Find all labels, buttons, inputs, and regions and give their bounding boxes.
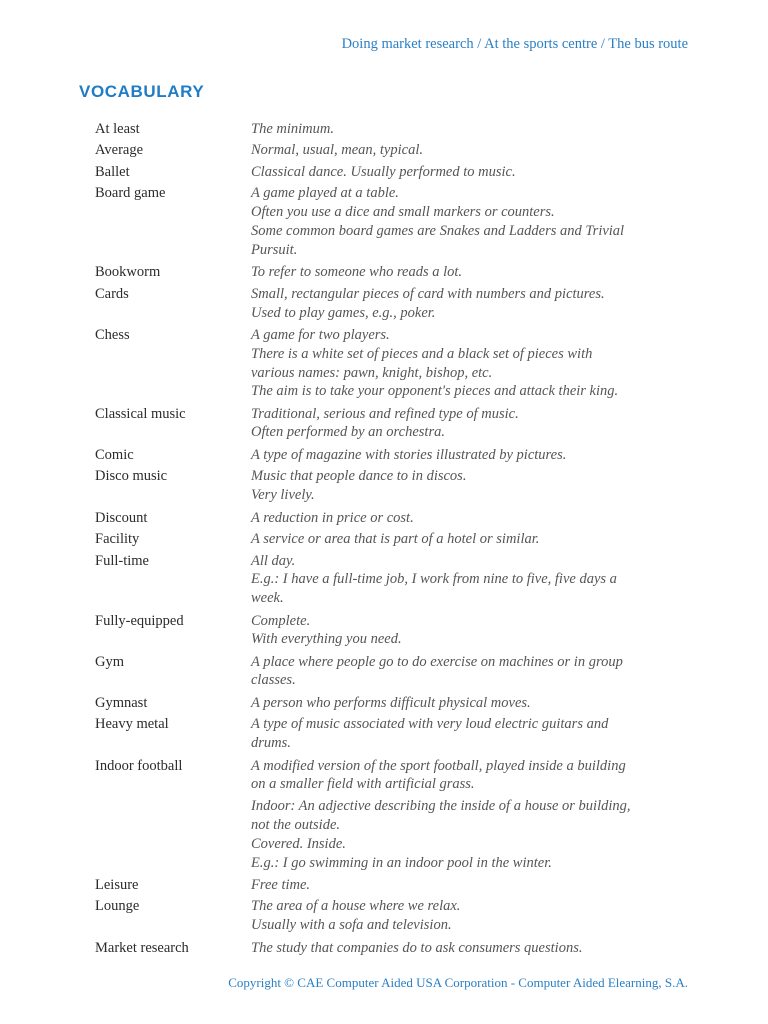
definition-line: The area of a house where we relax. bbox=[251, 898, 461, 915]
definition-line: Music that people dance to in discos. bbox=[251, 468, 467, 485]
definition-note bbox=[251, 797, 695, 872]
vocab-definition bbox=[251, 263, 695, 282]
definition-line: E.g.: I have a full-time job, I work from nine to five, five days a bbox=[251, 571, 617, 588]
vocab-entry bbox=[95, 326, 695, 401]
definition-line: The aim is to take your opponent's pieces and attack their king. bbox=[251, 383, 619, 400]
vocab-entry bbox=[95, 876, 695, 895]
vocab-definition bbox=[251, 876, 695, 895]
definition-line: Traditional, serious and refined type of music. bbox=[251, 405, 519, 422]
definition-line: Complete. bbox=[251, 612, 311, 629]
footer-copyright: Copyright © CAE Computer Aided USA Corporation - Computer Aided Elearning, S.A. bbox=[228, 975, 688, 990]
definition-line: A person who performs difficult physical moves. bbox=[251, 694, 531, 711]
vocab-entry bbox=[95, 552, 695, 608]
definition-note-line: not the outside. bbox=[251, 816, 341, 833]
vocab-term: Classical music bbox=[95, 405, 186, 422]
definition-line: A game played at a table. bbox=[251, 185, 399, 202]
page-header-breadcrumb: Doing market research / At the sports centre / The bus route bbox=[341, 36, 688, 52]
vocab-definition bbox=[251, 509, 695, 528]
vocab-entry bbox=[95, 509, 695, 528]
vocab-entry bbox=[95, 405, 695, 443]
definition-note-line: E.g.: I go swimming in an indoor pool in the winter. bbox=[251, 854, 552, 871]
definition-line: The study that companies do to ask consumers questions. bbox=[251, 939, 583, 956]
vocab-definition bbox=[251, 530, 695, 549]
vocab-term: Leisure bbox=[95, 876, 139, 893]
vocab-term: Fully-equipped bbox=[95, 612, 184, 629]
vocab-term: Discount bbox=[95, 509, 148, 526]
vocab-term: Chess bbox=[95, 326, 130, 343]
definition-line: Small, rectangular pieces of card with numbers and pictures. bbox=[251, 285, 605, 302]
vocab-term: Comic bbox=[95, 446, 134, 463]
definition-line: The minimum. bbox=[251, 121, 334, 137]
vocab-definition bbox=[251, 163, 695, 182]
vocab-term: Market research bbox=[95, 939, 189, 956]
vocab-term: Ballet bbox=[95, 163, 130, 180]
definition-line: A place where people go to do exercise on machines or in group bbox=[251, 653, 623, 670]
definition-line: Used to play games, e.g., poker. bbox=[251, 304, 436, 321]
vocab-definition bbox=[251, 757, 695, 873]
definition-line: A reduction in price or cost. bbox=[251, 509, 414, 526]
definition-line: With everything you need. bbox=[251, 631, 402, 648]
vocab-term: Facility bbox=[95, 531, 140, 548]
definition-line: There is a white set of pieces and a black set of pieces with bbox=[251, 345, 593, 362]
vocab-entry bbox=[95, 694, 695, 713]
definition-line: classes. bbox=[251, 672, 296, 689]
vocab-term: At least bbox=[95, 121, 140, 137]
vocab-entry bbox=[95, 939, 695, 958]
vocab-entry bbox=[95, 715, 695, 753]
definition-note-line: Covered. Inside. bbox=[251, 835, 346, 852]
vocab-term: Full-time bbox=[95, 552, 149, 569]
definition-line: Normal, usual, mean, typical. bbox=[251, 142, 423, 159]
definition-line: Some common board games are Snakes and Ladders and Trivial bbox=[251, 223, 625, 240]
vocab-entry bbox=[95, 263, 695, 282]
vocab-entry bbox=[95, 653, 695, 691]
vocab-definition bbox=[251, 446, 695, 465]
vocab-entry bbox=[95, 530, 695, 549]
definition-line: Usually with a sofa and television. bbox=[251, 917, 452, 934]
definition-line: All day. bbox=[251, 552, 296, 569]
vocab-entry bbox=[95, 163, 695, 182]
vocab-entry bbox=[95, 141, 695, 160]
definition-line: A modified version of the sport football, played inside a building bbox=[251, 757, 626, 774]
vocab-definition bbox=[251, 897, 695, 935]
vocab-term: Gym bbox=[95, 653, 124, 670]
vocab-entry bbox=[95, 184, 695, 259]
definition-line: A type of magazine with stories illustrated by pictures. bbox=[251, 446, 567, 463]
definition-line: drums. bbox=[251, 735, 291, 752]
definition-line: on a smaller field with artificial grass. bbox=[251, 776, 475, 793]
definition-line: Very lively. bbox=[251, 487, 315, 504]
vocab-definition bbox=[251, 285, 695, 323]
vocab-term: Board game bbox=[95, 185, 166, 202]
definition-line: To refer to someone who reads a lot. bbox=[251, 264, 463, 281]
definition-line: Pursuit. bbox=[251, 241, 298, 258]
vocab-term: Lounge bbox=[95, 898, 140, 915]
vocab-term: Heavy metal bbox=[95, 716, 169, 733]
definition-line: various names: pawn, knight, bishop, etc. bbox=[251, 364, 493, 381]
vocab-entry bbox=[95, 285, 695, 323]
vocab-entry bbox=[95, 612, 695, 650]
definition-line: Often you use a dice and small markers or counters. bbox=[251, 204, 555, 221]
vocab-definition bbox=[251, 715, 695, 753]
vocab-term: Gymnast bbox=[95, 694, 148, 711]
section-title: VOCABULARY bbox=[79, 82, 205, 101]
definition-line: A type of music associated with very loud electric guitars and bbox=[251, 716, 609, 733]
definition-line: week. bbox=[251, 590, 284, 607]
vocab-definition bbox=[251, 939, 695, 958]
vocab-entry bbox=[95, 897, 695, 935]
definition-line: Often performed by an orchestra. bbox=[251, 424, 445, 441]
vocab-entry bbox=[95, 467, 695, 505]
definition-line: Classical dance. Usually performed to music. bbox=[251, 163, 516, 180]
vocab-entry bbox=[95, 120, 695, 139]
vocab-definition bbox=[251, 612, 695, 650]
vocab-definition bbox=[251, 326, 695, 401]
vocab-definition bbox=[251, 467, 695, 505]
vocab-definition bbox=[251, 120, 695, 139]
vocab-definition bbox=[251, 552, 695, 608]
definition-line: A service or area that is part of a hotel or similar. bbox=[251, 531, 540, 548]
definition-line: A game for two players. bbox=[251, 326, 390, 343]
vocab-definition bbox=[251, 694, 695, 713]
vocab-term: Bookworm bbox=[95, 264, 161, 281]
vocab-entry bbox=[95, 446, 695, 465]
vocab-definition bbox=[251, 141, 695, 160]
vocab-term: Disco music bbox=[95, 468, 168, 485]
vocab-term: Indoor football bbox=[95, 757, 183, 774]
vocab-term: Average bbox=[95, 142, 144, 159]
vocab-term: Cards bbox=[95, 285, 129, 302]
vocab-definition bbox=[251, 184, 695, 259]
vocabulary-list bbox=[95, 120, 695, 960]
vocab-definition bbox=[251, 405, 695, 443]
definition-line: Free time. bbox=[251, 876, 311, 893]
vocab-entry bbox=[95, 757, 695, 873]
definition-note-line: Indoor: An adjective describing the inside of a house or building, bbox=[251, 798, 631, 815]
vocab-definition bbox=[251, 653, 695, 691]
